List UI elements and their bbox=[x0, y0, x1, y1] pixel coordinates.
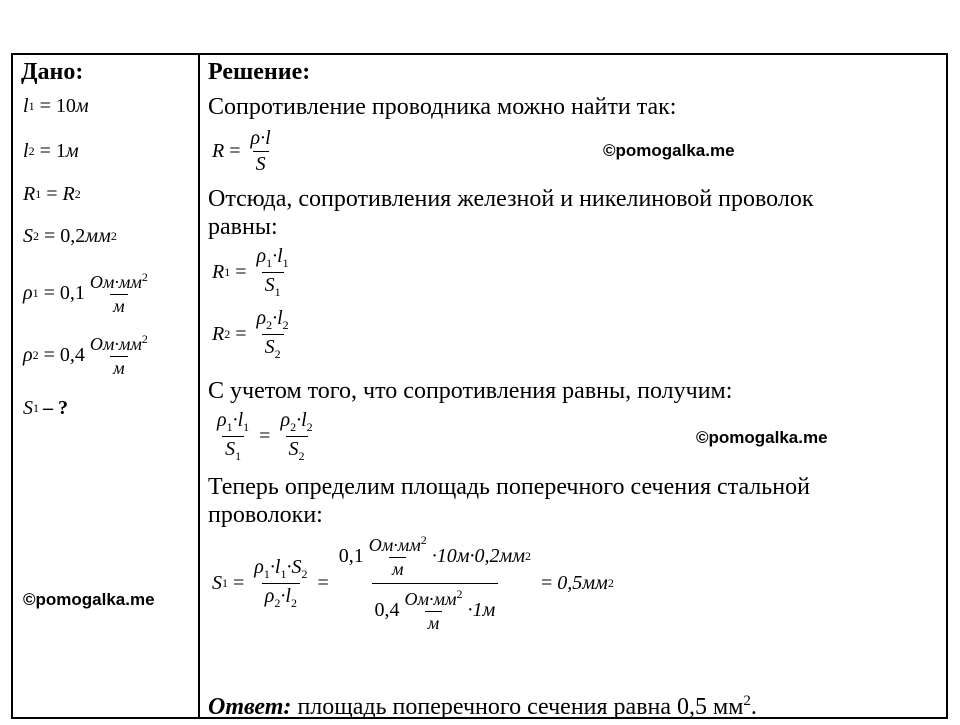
given-rho1: ρ 1 = 0,1 $\frac{Ом\cdot мм^2}{м}$ bbox=[23, 270, 148, 316]
answer-text: площадь поперечного сечения равна 0,5 мм bbox=[291, 694, 744, 720]
given-title: Дано: bbox=[21, 59, 84, 85]
answer-label: Ответ: bbox=[208, 694, 292, 720]
solution-column bbox=[200, 55, 946, 720]
watermark-middle: ©pomogalka.me bbox=[696, 428, 828, 447]
given-r-equal: R 1 = R 2 bbox=[23, 183, 81, 205]
given-l2: l 2 = 1 м bbox=[23, 140, 79, 162]
given-column bbox=[13, 55, 198, 717]
formula-r: R = $\frac{\rho\cdot l}{S}$ bbox=[212, 127, 271, 175]
solution-line-4b: проволоки: bbox=[208, 502, 323, 528]
solution-title: Решение: bbox=[208, 59, 311, 85]
formula-r1: R 1 = $\frac{\rho_1\cdot l_1}{S_1}$ bbox=[212, 245, 289, 299]
watermark-left: ©pomogalka.me bbox=[23, 590, 155, 609]
task-sheet bbox=[11, 53, 948, 719]
given-l1: l 1 = 10 м bbox=[23, 95, 89, 117]
solution-line-2a: Отсюда, сопротивления железной и никелиновой проволок bbox=[208, 186, 814, 212]
given-rho2: ρ 2 = 0,4 $\frac{Ом\cdot мм^2}{м}$ bbox=[23, 332, 148, 378]
big-fraction: 0,1 $\frac{Ом\cdot мм^2}{м}$ ·10м ·0,2мм 2 0,4 $\frac{Ом\cdot мм^2}{м}$ ·1м bbox=[338, 533, 531, 633]
given-find: S 1 – ? bbox=[23, 397, 68, 419]
watermark-top: ©pomogalka.me bbox=[603, 141, 735, 160]
formula-s1: S 1 = $\frac{\rho_1\cdot l_1\cdot S_2}{\rho_2\cdot l_2}$ = 0,1 $\frac{Ом\cdot мм^2}{м}$ ·10м ·0,2мм 2 0,4 $\frac{Ом\cdot мм^2}{м}$ ·1м = 0,5мм 2 bbox=[212, 533, 614, 633]
solution-line-2b: равны: bbox=[208, 214, 278, 240]
solution-line-4a: Теперь определим площадь поперечного сечения стальной bbox=[208, 474, 810, 500]
formula-equal: $\frac{\rho_1\cdot l_1}{S_1}$ = $\frac{\rho_2\cdot l_2}{S_2}$ bbox=[217, 409, 313, 463]
answer-line: Ответ: площадь поперечного сечения равна 0,5 $мм^2$. bbox=[208, 693, 757, 720]
given-s2: S 2 = 0,2 мм 2 bbox=[23, 225, 117, 247]
solution-line-1: Сопротивление проводника можно найти так: bbox=[208, 94, 677, 120]
solution-line-3: С учетом того, что сопротивления равны, получим: bbox=[208, 378, 733, 404]
formula-r2: R 2 = $\frac{\rho_2\cdot l_2}{S_2}$ bbox=[212, 307, 289, 361]
